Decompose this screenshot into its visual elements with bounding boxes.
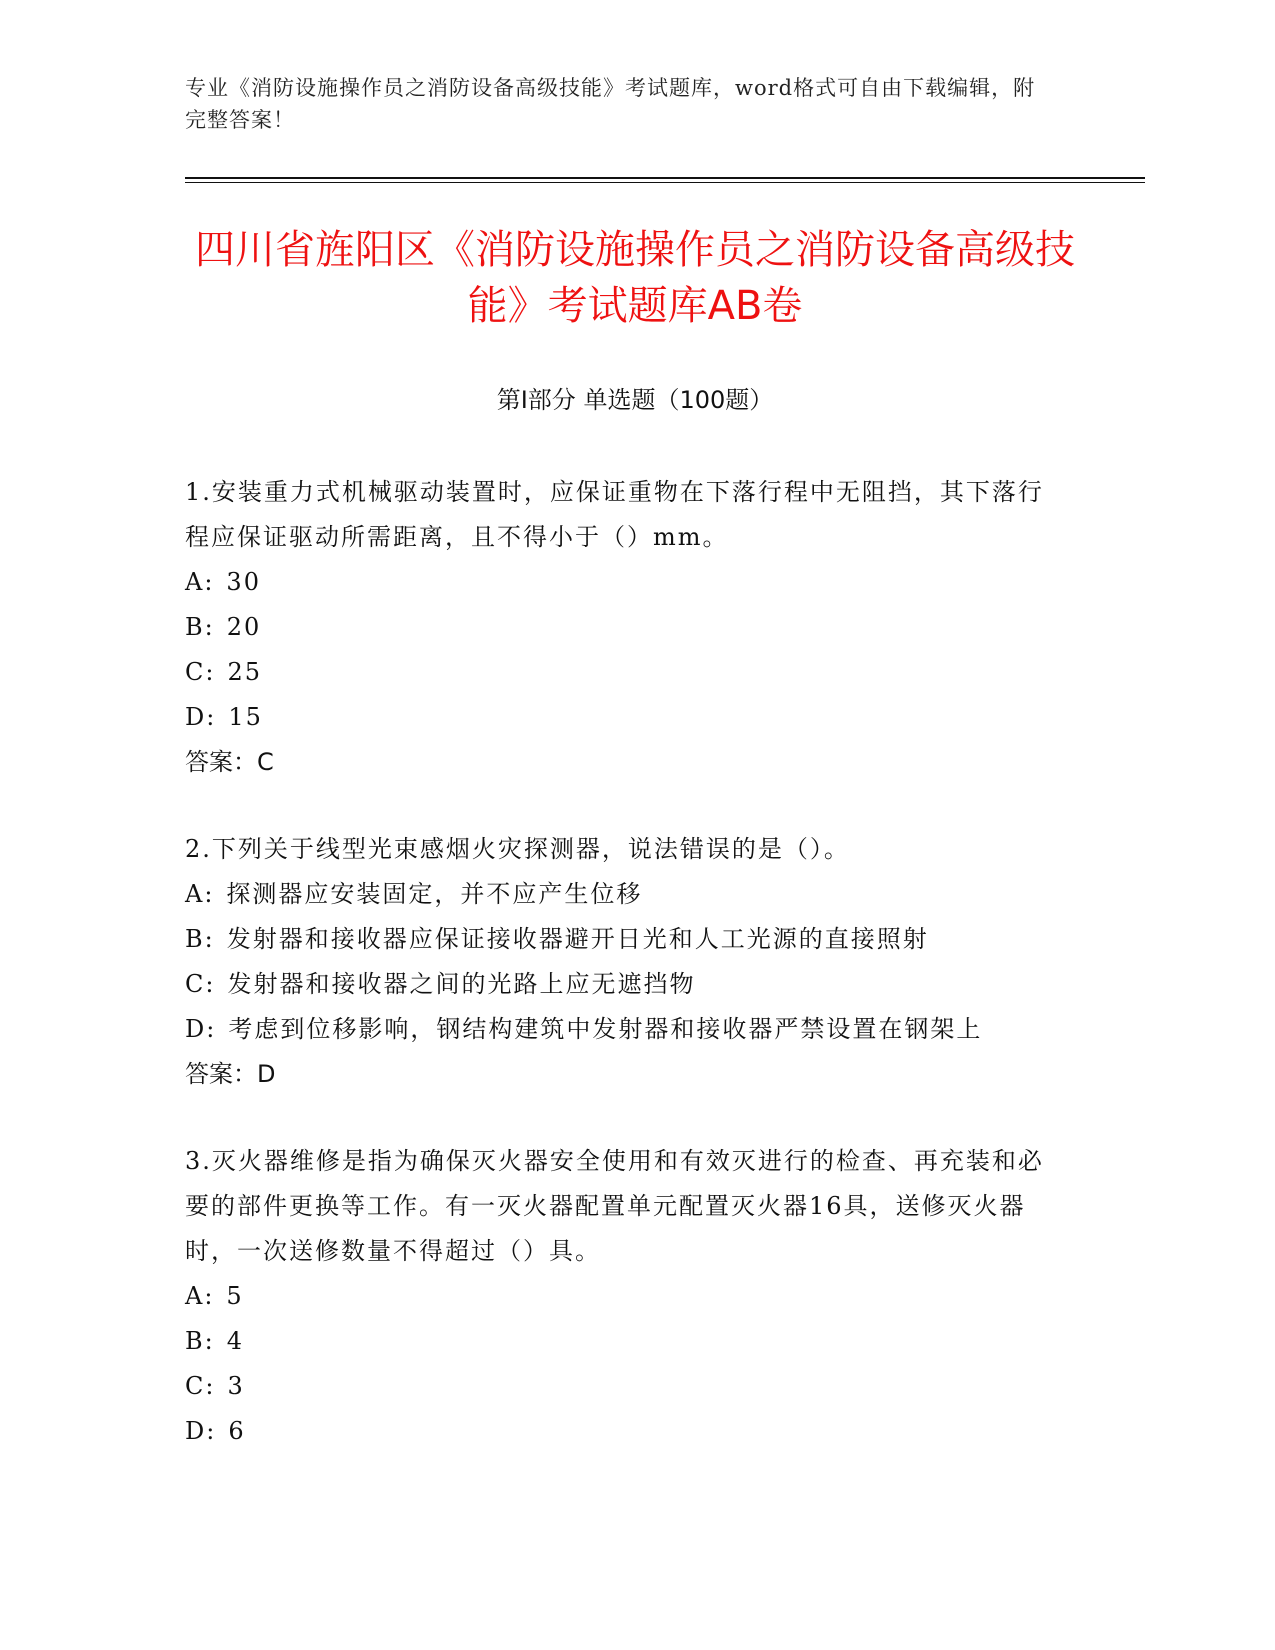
header-note: 专业《消防设施操作员之消防设备高级技能》考试题库，word格式可自由下载编辑，附完整答案！ — [185, 76, 1036, 132]
question-stem: 1.安装重力式机械驱动装置时，应保证重物在下落行程中无阻挡，其下落行程应保证驱动所需距离，且不得小于（）mm。 — [185, 478, 1044, 551]
option-d — [185, 1409, 1065, 1454]
question-list — [185, 470, 1065, 1496]
option-b — [185, 605, 1065, 650]
answer-line: 答案：D — [185, 1060, 276, 1088]
option-a — [185, 560, 1065, 605]
option-d — [185, 695, 1065, 740]
option-text: 25 — [227, 658, 262, 686]
option-a — [185, 872, 1065, 917]
option-text: 发射器和接收器之间的光路上应无遮挡物 — [227, 970, 696, 998]
option-d — [185, 1007, 1065, 1052]
option-text: 4 — [226, 1327, 245, 1355]
option-c — [185, 1364, 1065, 1409]
header-divider-thick — [185, 177, 1145, 179]
option-text: 探测器应安装固定，并不应产生位移 — [226, 880, 643, 908]
answer-line: 答案：C — [185, 748, 274, 776]
option-letter: B: — [185, 613, 215, 641]
option-letter: B: — [185, 1327, 215, 1355]
option-text: 考虑到位移影响，钢结构建筑中发射器和接收器严禁设置在钢架上 — [228, 1015, 983, 1043]
option-text: 3 — [227, 1372, 245, 1400]
question-1 — [185, 470, 1065, 785]
option-letter: D: — [185, 703, 217, 731]
document-title: 四川省旌阳区《消防设施操作员之消防设备高级技能》考试题库AB卷 — [195, 227, 1075, 329]
question-3 — [185, 1139, 1065, 1454]
option-text: 30 — [226, 568, 261, 596]
option-a — [185, 1274, 1065, 1319]
option-letter: A: — [185, 568, 215, 596]
question-2 — [185, 827, 1065, 1097]
option-c — [185, 962, 1065, 1007]
option-letter: C: — [185, 1372, 216, 1400]
option-text: 6 — [228, 1417, 246, 1445]
question-stem: 2.下列关于线型光束感烟火灾探测器，说法错误的是（）。 — [185, 835, 850, 863]
option-text: 5 — [226, 1282, 244, 1310]
header-divider — [185, 177, 1145, 183]
option-c — [185, 650, 1065, 695]
option-letter: A: — [185, 880, 215, 908]
option-b — [185, 1319, 1065, 1364]
option-letter: A: — [185, 1282, 215, 1310]
option-b — [185, 917, 1065, 962]
header-divider-thin — [185, 182, 1145, 183]
option-letter: D: — [185, 1015, 217, 1043]
option-text: 发射器和接收器应保证接收器避开日光和人工光源的直接照射 — [226, 925, 929, 953]
option-letter: B: — [185, 925, 215, 953]
section-title: 第I部分 单选题（100题） — [496, 386, 774, 414]
option-text: 15 — [228, 703, 263, 731]
option-letter: C: — [185, 970, 216, 998]
option-letter: D: — [185, 1417, 217, 1445]
question-stem: 3.灭火器维修是指为确保灭火器安全使用和有效灭进行的检查、再充装和必要的部件更换等工作。有一灭火器配置单元配置灭火器16具，送修灭火器时，一次送修数量不得超过（）具。 — [185, 1147, 1044, 1265]
option-letter: C: — [185, 658, 216, 686]
option-text: 20 — [226, 613, 262, 641]
